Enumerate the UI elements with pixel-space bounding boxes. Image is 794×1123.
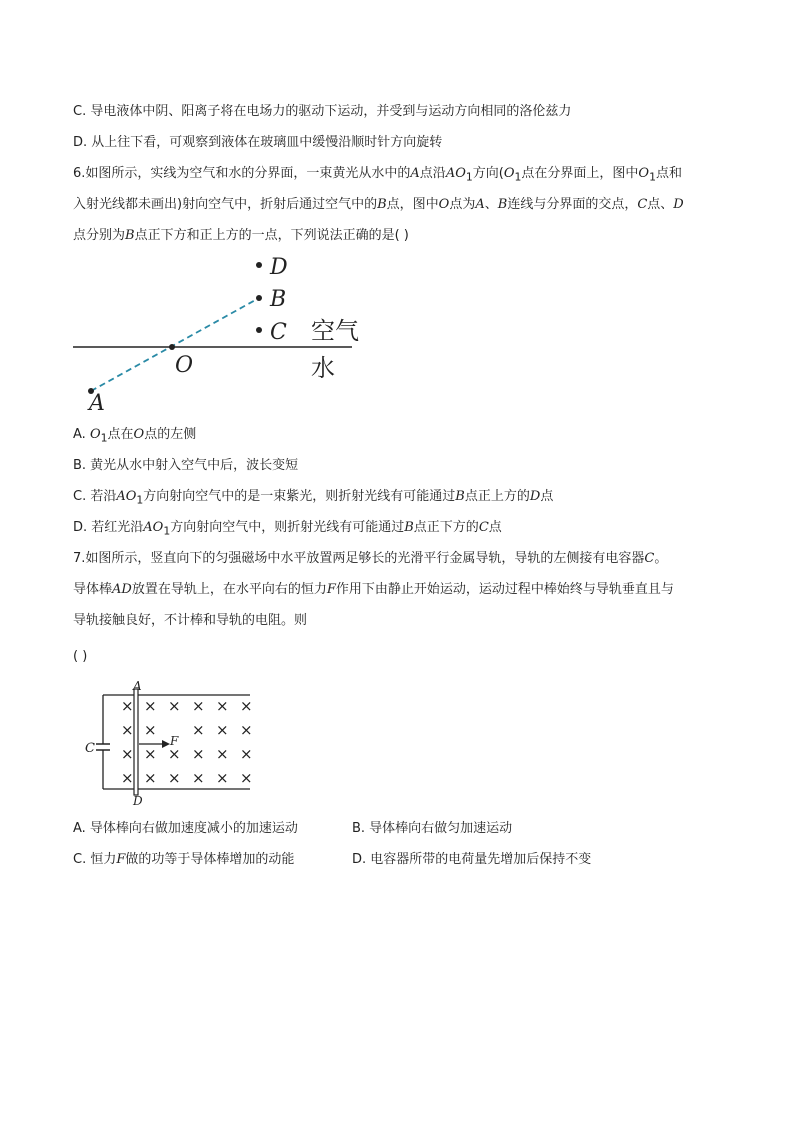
q7-stem-line1: 7.如图所示，竖直向下的匀强磁场中水平放置两足够长的光滑平行金属导轨，导轨的左侧接有电容器C。 bbox=[73, 551, 668, 566]
field-cross: × bbox=[168, 697, 181, 715]
field-cross: × bbox=[121, 697, 134, 715]
label-air: 空气 bbox=[311, 317, 359, 345]
q5-option-d: D. 从上往下看，可观察到液体在玻璃皿中缓慢沿顺时针方向旋转 bbox=[73, 135, 443, 150]
field-cross: × bbox=[240, 721, 253, 739]
field-cross: × bbox=[192, 769, 205, 787]
label-D: D bbox=[270, 255, 288, 280]
field-cross: × bbox=[192, 721, 205, 739]
q7-stem-line3: 导轨接触良好，不计棒和导轨的电阻。则 bbox=[73, 613, 308, 628]
field-cross: × bbox=[192, 697, 205, 715]
field-cross: × bbox=[144, 697, 157, 715]
label-water: 水 bbox=[311, 354, 335, 382]
label-B: B bbox=[270, 287, 287, 312]
q6-option-d: D. 若红光沿$AO_1$方向射向空气中，则折射光线有可能通过B点正下方的C点 bbox=[73, 520, 502, 538]
field-cross: × bbox=[216, 721, 229, 739]
field-cross: × bbox=[192, 745, 205, 763]
q6-stem-line1: 6.如图所示，实线为空气和水的分界面，一束黄光从水中的A点沿$AO_1$方向($O_1$点在分界面上，图中$O_1$点和 bbox=[73, 166, 682, 184]
field-cross: × bbox=[144, 769, 157, 787]
field-cross: × bbox=[216, 697, 229, 715]
field-cross: × bbox=[121, 721, 134, 739]
q5-option-c: C. 导电液体中阴、阳离子将在电场力的驱动下运动，并受到与运动方向相同的洛伦兹力 bbox=[73, 104, 572, 119]
q7-option-d: D. 电容器所带的电荷量先增加后保持不变 bbox=[352, 852, 592, 867]
conductor-rod bbox=[134, 689, 138, 795]
label-A: A bbox=[89, 391, 105, 416]
field-cross: × bbox=[144, 721, 157, 739]
field-cross: × bbox=[121, 769, 134, 787]
q7-stem-line2: 导体棒AD放置在导轨上，在水平向右的恒力F作用下由静止开始运动，运动过程中棒始终与导轨垂直且与 bbox=[73, 582, 674, 597]
rod-label-A: A bbox=[133, 679, 142, 693]
q6-option-c: C. 若沿$AO_1$方向射向空气中的是一束紫光，则折射光线有可能通过B点正上方的D点 bbox=[73, 489, 554, 507]
field-cross: × bbox=[168, 745, 181, 763]
q6-stem-line3: 点分别为B点正下方和正上方的一点，下列说法正确的是( ) bbox=[73, 228, 409, 243]
q7-option-c: C. 恒力F做的功等于导体棒增加的动能 bbox=[73, 852, 295, 867]
label-C: C bbox=[270, 320, 287, 345]
magnetic-field-crosses bbox=[121, 697, 253, 787]
field-cross: × bbox=[216, 745, 229, 763]
field-cross: × bbox=[240, 769, 253, 787]
q7-option-a: A. 导体棒向右做加速度减小的加速运动 bbox=[73, 821, 298, 836]
field-cross: × bbox=[240, 745, 253, 763]
field-cross: × bbox=[216, 769, 229, 787]
field-cross: × bbox=[240, 697, 253, 715]
capacitor-label-C: C bbox=[85, 741, 95, 756]
rod-label-D: D bbox=[133, 794, 143, 808]
q7-answer-paren: ( ) bbox=[73, 649, 88, 664]
label-O: O bbox=[175, 353, 194, 378]
q6-option-b: B. 黄光从水中射入空气中后，波长变短 bbox=[73, 458, 299, 473]
field-cross: × bbox=[168, 769, 181, 787]
q7-option-b: B. 导体棒向右做匀加速运动 bbox=[352, 821, 513, 836]
field-cross: × bbox=[121, 745, 134, 763]
q6-stem-line2: 入射光线都未画出)射向空气中，折射后通过空气中的B点，图中O点为A、B连线与分界面的交点，C点、D bbox=[73, 197, 684, 212]
q6-option-a: A. $O_1$点在O点的左侧 bbox=[73, 427, 197, 445]
field-cross: × bbox=[144, 745, 157, 763]
force-label-F: F bbox=[170, 734, 179, 748]
